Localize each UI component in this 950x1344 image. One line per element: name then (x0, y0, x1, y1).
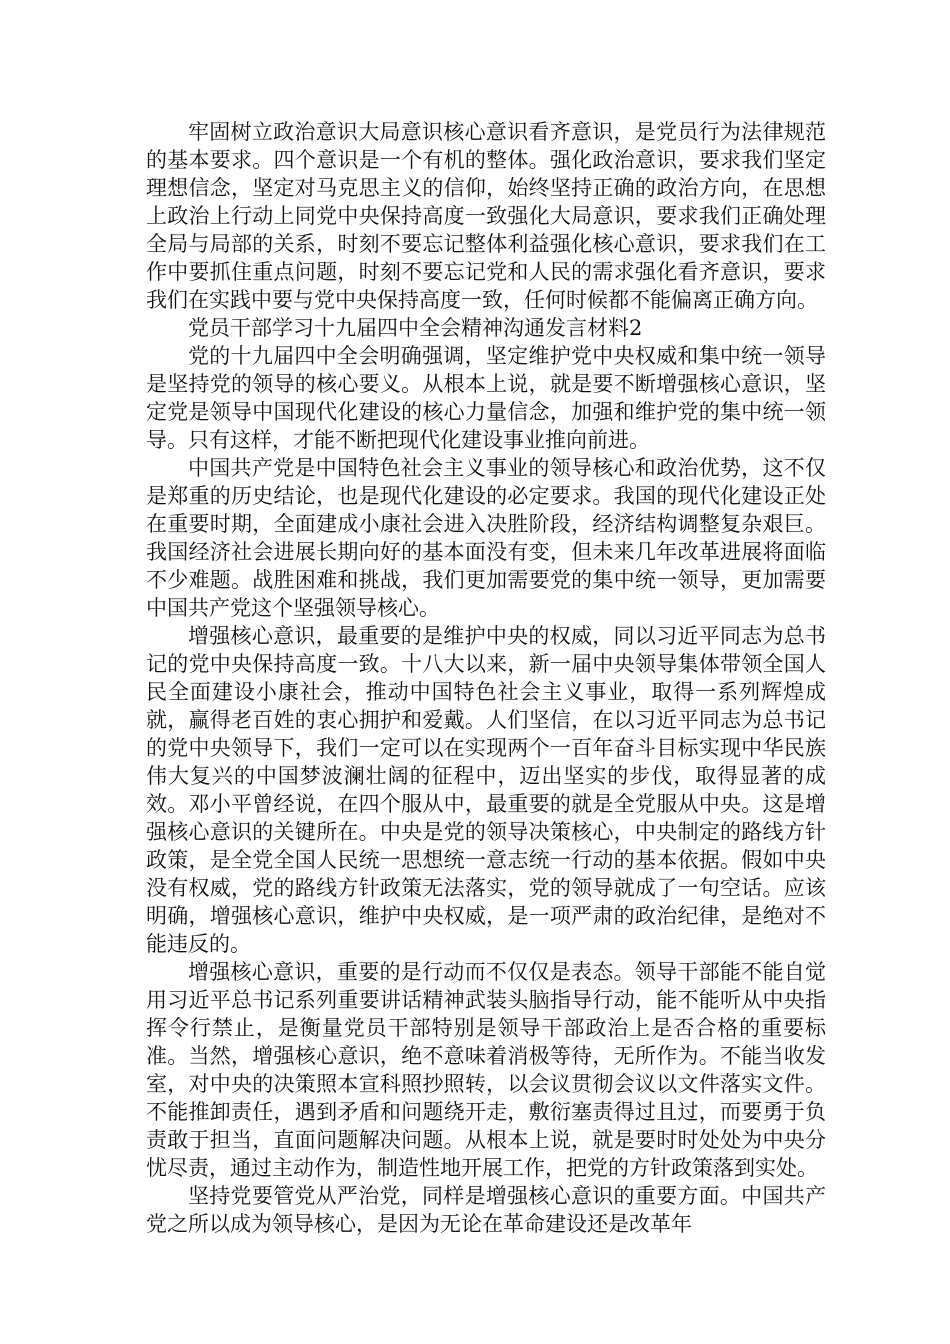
document-body (146, 118, 826, 1238)
paragraph-action-not-statement: 增强核心意识，重要的是行动而不仅仅是表态。领导干部能不能自觉用习近平总书记系列重要讲话精神武装头脑指导行动，能不能听从中央指挥令行禁止，是衡量党员干部特别是领导干部政治上是否合格的重要标准。当然，增强核心意识，绝不意味着消极等待，无所作为。不能当收发室，对中央的决策照本宣科照抄照转，以会议贯彻会议以文件落实文件。不能推卸责任，遇到矛盾和问题绕开走，敷衍塞责得过且过，而要勇于负责敢于担当，直面问题解决问题。从根本上说，就是要时时处处为中央分忧尽责，通过主动作为，制造性地开展工作，把党的方针政策落到实处。 (146, 960, 826, 1180)
paragraph-party-leadership-core: 中国共产党是中国特色社会主义事业的领导核心和政治优势，这不仅是郑重的历史结论，也是现代化建设的必定要求。我国的现代化建设正处在重要时期，全面建成小康社会进入决胜阶段，经济结构调整复杂艰巨。我国经济社会进展长期向好的基本面没有变，但未来几年改革进展将面临不少难题。战胜困难和挑战，我们更加需要党的集中统一领导，更加需要中国共产党这个坚强领导核心。 (146, 456, 826, 620)
paragraph-maintain-central-authority: 增强核心意识，最重要的是维护中央的权威，同以习近平同志为总书记的党中央保持高度一致。十八大以来，新一届中央领导集体带领全国人民全面建设小康社会，推动中国特色社会主义事业，取得一系列辉煌成就，赢得老百姓的衷心拥护和爱戴。人们坚信，在以习近平同志为总书记的党中央领导下，我们一定可以在实现两个一百年奋斗目标实现中华民族伟大复兴的中国梦波澜壮阔的征程中，迈出坚实的步伐，取得显著的成效。邓小平曾经说，在四个服从中，最重要的就是全党服从中央。这是增强核心意识的关键所在。中央是党的领导决策核心，中央制定的路线方针政策，是全党全国人民统一思想统一意志统一行动的基本依据。假如中央没有权威，党的路线方针政策无法落实，党的领导就成了一句空话。应该明确，增强核心意识，维护中央权威，是一项严肃的政治纪律，是绝对不能违反的。 (146, 624, 826, 956)
paragraph-plenum-emphasis: 党的十九届四中全会明确强调，坚定维护党中央权威和集中统一领导是坚持党的领导的核心要义。从根本上说，就是要不断增强核心意识，坚定党是领导中国现代化建设的核心力量信念，加强和维护党的集中统一领导。只有这样，才能不断把现代化建设事业推向前进。 (146, 344, 826, 452)
paragraph-four-consciousness: 牢固树立政治意识大局意识核心意识看齐意识，是党员行为法律规范的基本要求。四个意识是一个有机的整体。强化政治意识，要求我们坚定理想信念，坚定对马克思主义的信仰，始终坚持正确的政治方向，在思想上政治上行动上同党中央保持高度一致强化大局意识，要求我们正确处理全局与局部的关系，时刻不要忘记整体利益强化核心意识，要求我们在工作中要抓住重点问题，时刻不要忘记党和人民的需求强化看齐意识，要求我们在实践中要与党中央保持高度一致，任何时候都不能偏离正确方向。 (146, 120, 826, 312)
section-title: 党员干部学习十九届四中全会精神沟通发言材料2 (188, 316, 643, 340)
paragraph-strict-party-governance: 坚持党要管党从严治党，同样是增强核心意识的重要方面。中国共产党之所以成为领导核心，是因为无论在革命建设还是改革年 (146, 1184, 826, 1236)
